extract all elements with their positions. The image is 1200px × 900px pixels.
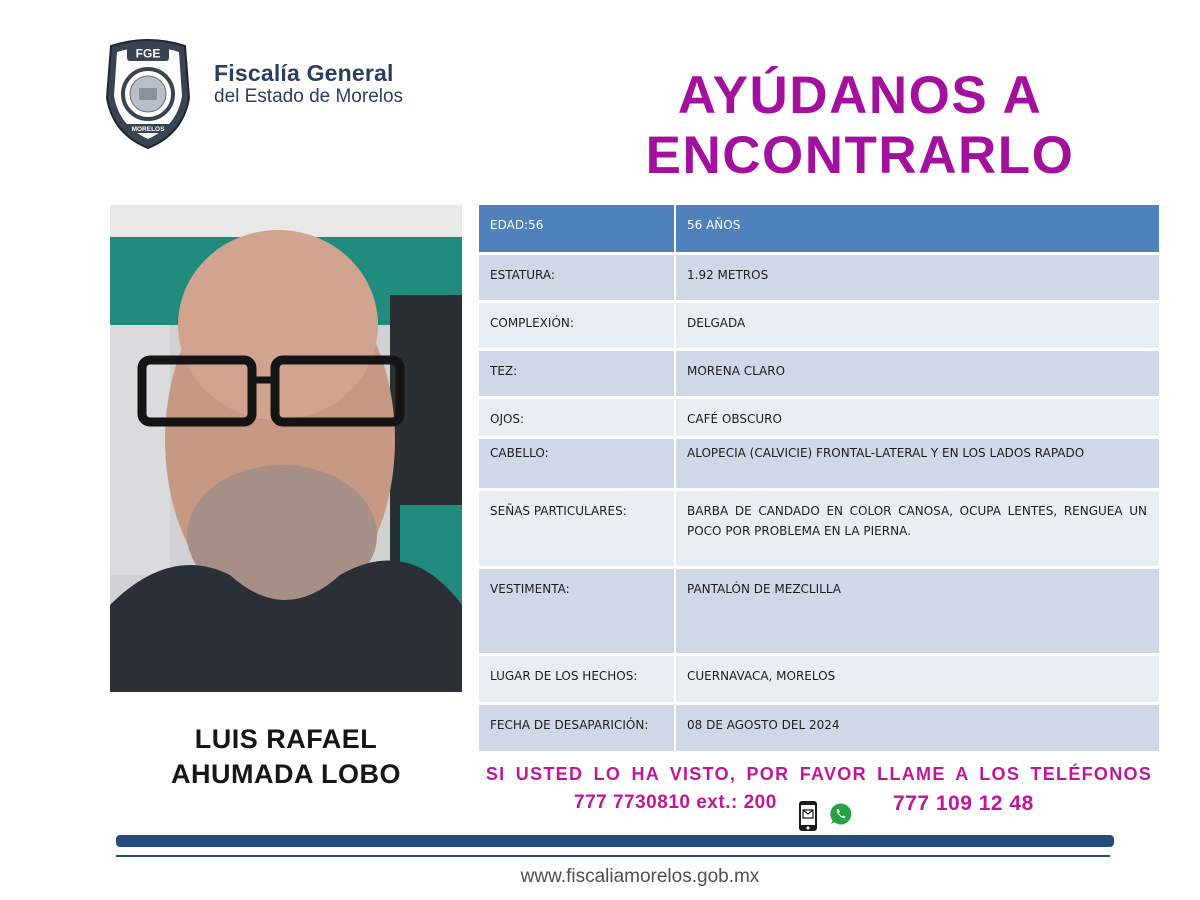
details-row-marks xyxy=(479,489,1159,567)
detail-value: CUERNAVACA, MORELOS xyxy=(675,654,1159,703)
poster-headline xyxy=(600,66,1120,186)
detail-label: FECHA DE DESAPARICIÓN: xyxy=(479,703,675,752)
detail-label: SEÑAS PARTICULARES: xyxy=(479,489,675,567)
detail-label: EDAD:56 xyxy=(479,205,675,253)
detail-value: ALOPECIA (CALVICIE) FRONTAL-LATERAL Y EN LOS LADOS RAPADO xyxy=(675,437,1159,489)
details-row-date xyxy=(479,703,1159,752)
details-row-age xyxy=(479,205,1159,253)
details-row-build xyxy=(479,301,1159,349)
detail-label: COMPLEXIÓN: xyxy=(479,301,675,349)
detail-value: 08 DE AGOSTO DEL 2024 xyxy=(675,703,1159,752)
person-name-line1: LUIS RAFAEL xyxy=(194,724,378,754)
details-row-location xyxy=(479,654,1159,703)
detail-value: CAFÉ OBSCURO xyxy=(675,397,1159,437)
badge-abbr-text: FGE xyxy=(135,46,161,61)
person-name-line2: AHUMADA LOBO xyxy=(171,759,401,789)
detail-value: MORENA CLARO xyxy=(675,349,1159,397)
detail-label: VESTIMENTA: xyxy=(479,567,675,654)
badge-state-text: MORELOS xyxy=(131,126,165,133)
organization-name xyxy=(214,60,403,108)
details-row-eyes xyxy=(479,397,1159,437)
org-name-line1: Fiscalía General xyxy=(214,60,394,86)
details-row-clothing xyxy=(479,567,1159,654)
portrait-illustration xyxy=(110,205,462,692)
footer-divider-thick xyxy=(116,835,1114,847)
whatsapp-icon xyxy=(829,802,853,826)
phone-number-office: 777 7730810 ext.: 200 xyxy=(574,792,777,813)
headline-line2: ENCONTRARLO xyxy=(645,126,1075,185)
missing-person-name xyxy=(110,722,462,792)
person-details-table xyxy=(479,205,1159,754)
headline-line1: AYÚDANOS A xyxy=(677,66,1043,125)
detail-value: PANTALÓN DE MEZCLILLA xyxy=(675,567,1159,654)
detail-label: ESTATURA: xyxy=(479,253,675,301)
phone-number-mobile: 777 109 12 48 xyxy=(893,792,1034,815)
detail-label: LUGAR DE LOS HECHOS: xyxy=(479,654,675,703)
footer-divider-thin xyxy=(116,855,1110,857)
fge-badge-logo xyxy=(103,36,193,150)
contact-call-to-action: SI USTED LO HA VISTO, POR FAVOR LLAME A LOS TELÉFONOS xyxy=(485,764,1153,784)
detail-value: 1.92 METROS xyxy=(675,253,1159,301)
detail-label: TEZ: xyxy=(479,349,675,397)
detail-value: 56 AÑOS xyxy=(675,205,1159,253)
mobile-phone-icon xyxy=(798,800,818,832)
detail-value: DELGADA xyxy=(675,301,1159,349)
details-row-height xyxy=(479,253,1159,301)
website-url: www.fiscaliamorelos.gob.mx xyxy=(520,866,760,887)
detail-label: OJOS: xyxy=(479,397,675,437)
details-row-hair xyxy=(479,437,1159,489)
detail-value: BARBA DE CANDADO EN COLOR CANOSA, OCUPA LENTES, RENGUEA UN POCO POR PROBLEMA EN LA PIERNA. xyxy=(675,489,1159,567)
missing-person-photo xyxy=(110,205,462,692)
details-row-complexion xyxy=(479,349,1159,397)
org-name-line2: del Estado de Morelos xyxy=(214,86,404,107)
detail-label: CABELLO: xyxy=(479,437,675,489)
